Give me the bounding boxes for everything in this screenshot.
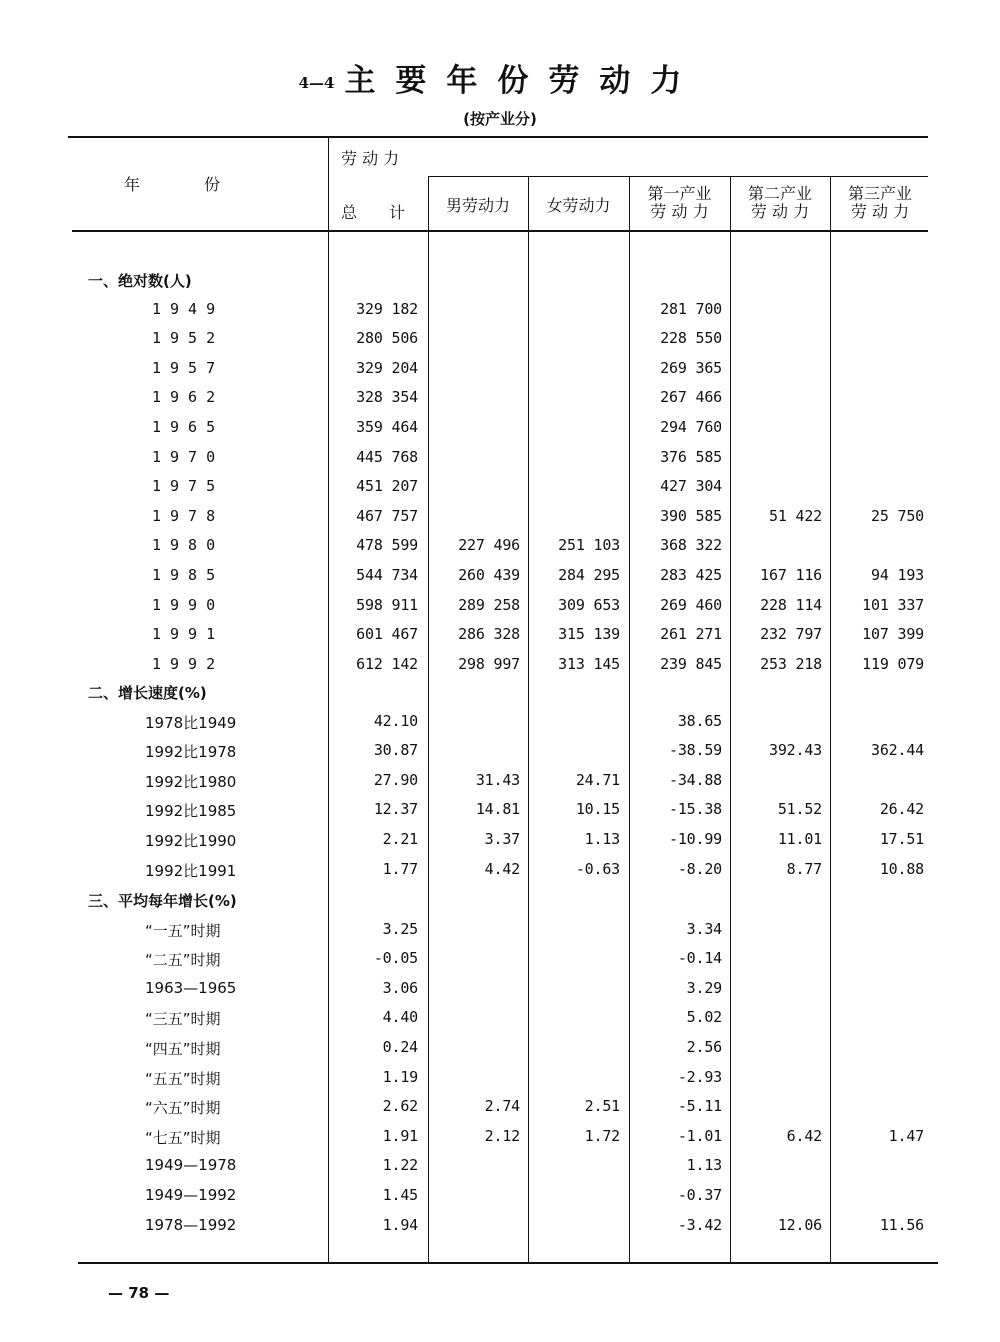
cell-tertiary: 26.42 xyxy=(879,800,924,819)
row-label: 1970 xyxy=(152,447,225,466)
secondary-header xyxy=(730,185,830,221)
cell-primary: 3.29 xyxy=(686,978,722,997)
row-label: 1957 xyxy=(152,358,225,377)
cell-primary: 390 585 xyxy=(660,506,722,525)
cell-total: 1.94 xyxy=(382,1215,418,1234)
column-divider xyxy=(528,176,529,1262)
cell-secondary: 11.01 xyxy=(777,830,822,848)
cell-total: 3.06 xyxy=(382,978,418,997)
cell-total: 1.91 xyxy=(382,1126,418,1145)
cell-male: 14.81 xyxy=(475,800,520,819)
cell-female: -0.63 xyxy=(575,859,620,878)
cell-male: 31.43 xyxy=(475,770,520,789)
section-title: 三、平均每年增长(%) xyxy=(88,892,237,910)
cell-tertiary: 25 750 xyxy=(871,506,924,525)
cell-male: 289 258 xyxy=(458,595,520,614)
cell-male: 2.74 xyxy=(484,1097,520,1116)
secondary-header-line1: 第二产业 xyxy=(747,184,812,203)
row-label: “七五”时期 xyxy=(145,1128,221,1147)
row-label: 1949—1992 xyxy=(145,1186,237,1204)
row-label: 1975 xyxy=(152,477,225,496)
row-label: “一五”时期 xyxy=(145,921,221,940)
table-subtitle: (按产业分) xyxy=(463,110,537,128)
cell-primary: 38.65 xyxy=(677,711,722,730)
row-label: “二五”时期 xyxy=(145,951,221,970)
cell-total: 12.37 xyxy=(373,800,418,819)
cell-male: 260 439 xyxy=(458,566,520,584)
labor-header: 劳 动 力 xyxy=(341,149,400,168)
cell-primary: 1.13 xyxy=(686,1156,722,1175)
cell-primary: -1.01 xyxy=(677,1126,722,1145)
cell-primary: 376 585 xyxy=(660,447,722,466)
cell-primary: 3.34 xyxy=(686,919,722,938)
cell-total: 329 182 xyxy=(356,299,418,318)
cell-total: 280 506 xyxy=(356,329,418,348)
cell-total: 27.90 xyxy=(373,770,418,789)
row-label: 1978 xyxy=(152,506,225,525)
cell-primary: 267 466 xyxy=(660,388,722,407)
section-title: 二、增长速度(%) xyxy=(88,684,207,702)
row-label: 1949 xyxy=(152,299,225,318)
column-divider xyxy=(730,176,731,1262)
row-label: “四五”时期 xyxy=(145,1040,221,1058)
cell-total: 0.24 xyxy=(382,1038,418,1056)
cell-secondary: 6.42 xyxy=(786,1126,822,1145)
cell-secondary: 392.43 xyxy=(769,741,822,760)
column-divider xyxy=(629,176,630,1262)
row-label: 1985 xyxy=(152,566,225,584)
bottom-rule xyxy=(78,1262,938,1264)
column-divider xyxy=(428,176,429,1262)
cell-total: 328 354 xyxy=(356,388,418,407)
header-bottom-rule xyxy=(72,230,928,232)
cell-tertiary: 119 079 xyxy=(862,654,924,673)
cell-primary: 5.02 xyxy=(686,1008,722,1027)
cell-female: 309 653 xyxy=(558,595,620,614)
row-label: 1992比1991 xyxy=(145,861,237,880)
cell-total: 598 911 xyxy=(356,595,418,614)
female-header: 女劳动力 xyxy=(546,196,611,215)
cell-total: 4.40 xyxy=(382,1008,418,1027)
cell-total: 1.22 xyxy=(382,1156,418,1175)
row-label: 1949—1978 xyxy=(145,1156,237,1175)
row-label: 1965 xyxy=(152,418,225,436)
table-number: 4—4 xyxy=(298,73,335,92)
male-header: 男劳动力 xyxy=(445,196,510,215)
year-header: 年 份 xyxy=(124,175,221,194)
cell-primary: 283 425 xyxy=(660,566,722,584)
row-label: 1952 xyxy=(152,329,225,348)
row-label: 1962 xyxy=(152,388,225,407)
cell-total: 544 734 xyxy=(356,566,418,584)
cell-primary: -15.38 xyxy=(669,800,722,819)
row-label: 1963—1965 xyxy=(145,978,237,997)
cell-primary: -8.20 xyxy=(677,859,722,878)
row-label: 1991 xyxy=(152,625,225,644)
cell-tertiary: 11.56 xyxy=(879,1215,924,1234)
row-label: “三五”时期 xyxy=(145,1010,221,1029)
cell-total: 1.77 xyxy=(382,859,418,878)
cell-male: 4.42 xyxy=(484,859,520,878)
cell-female: 10.15 xyxy=(575,800,620,819)
cell-total: 30.87 xyxy=(373,741,418,760)
cell-total: 467 757 xyxy=(356,506,418,525)
cell-total: 359 464 xyxy=(356,418,418,436)
cell-total: 2.21 xyxy=(382,830,418,848)
cell-primary: 269 365 xyxy=(660,358,722,377)
row-label: 1980 xyxy=(152,536,225,555)
row-label: 1992比1985 xyxy=(145,802,237,821)
cell-female: 1.13 xyxy=(584,830,620,848)
row-label: 1990 xyxy=(152,595,225,614)
cell-primary: -5.11 xyxy=(677,1097,722,1116)
cell-female: 24.71 xyxy=(575,770,620,789)
cell-female: 284 295 xyxy=(558,566,620,584)
cell-primary: -34.88 xyxy=(669,770,722,789)
total-header: 总 计 xyxy=(341,203,406,222)
column-divider xyxy=(328,138,329,1262)
cell-total: 1.19 xyxy=(382,1067,418,1086)
cell-female: 313 145 xyxy=(558,654,620,673)
cell-primary: 2.56 xyxy=(686,1038,722,1056)
cell-secondary: 228 114 xyxy=(760,595,822,614)
page-number: — 78 — xyxy=(108,1284,170,1302)
cell-total: 1.45 xyxy=(382,1186,418,1204)
row-label: 1992比1978 xyxy=(145,743,237,762)
cell-total: 612 142 xyxy=(356,654,418,673)
cell-primary: 427 304 xyxy=(660,477,722,496)
primary-header-line1: 第一产业 xyxy=(647,184,712,203)
tertiary-header-line1: 第三产业 xyxy=(847,184,912,203)
row-label: 1992比1990 xyxy=(145,832,237,850)
cell-primary: -0.37 xyxy=(677,1186,722,1204)
cell-secondary: 167 116 xyxy=(760,566,822,584)
table-title: 主要年份劳动力 xyxy=(344,63,702,99)
cell-secondary: 51.52 xyxy=(777,800,822,819)
cell-female: 1.72 xyxy=(584,1126,620,1145)
cell-female: 2.51 xyxy=(584,1097,620,1116)
cell-primary: 294 760 xyxy=(660,418,722,436)
section-title: 一、绝对数(人) xyxy=(88,272,192,290)
primary-header xyxy=(629,185,730,221)
row-label: 1978—1992 xyxy=(145,1215,237,1234)
cell-primary: 261 271 xyxy=(660,625,722,644)
header-subrule xyxy=(428,176,928,177)
cell-total: 601 467 xyxy=(356,625,418,644)
cell-male: 3.37 xyxy=(484,830,520,848)
cell-primary: -3.42 xyxy=(677,1215,722,1234)
column-divider xyxy=(830,176,831,1262)
cell-total: 445 768 xyxy=(356,447,418,466)
cell-total: 478 599 xyxy=(356,536,418,555)
cell-tertiary: 107 399 xyxy=(862,625,924,644)
cell-female: 315 139 xyxy=(558,625,620,644)
cell-total: 451 207 xyxy=(356,477,418,496)
cell-tertiary: 94 193 xyxy=(871,566,924,584)
cell-secondary: 253 218 xyxy=(760,654,822,673)
cell-primary: 269 460 xyxy=(660,595,722,614)
cell-primary: -2.93 xyxy=(677,1067,722,1086)
cell-secondary: 51 422 xyxy=(769,506,822,525)
cell-primary: 368 322 xyxy=(660,536,722,555)
cell-male: 298 997 xyxy=(458,654,520,673)
cell-secondary: 8.77 xyxy=(786,859,822,878)
top-rule xyxy=(68,136,928,138)
row-label: 1978比1949 xyxy=(145,713,237,732)
cell-primary: -38.59 xyxy=(669,741,722,760)
cell-primary: 228 550 xyxy=(660,329,722,348)
cell-male: 2.12 xyxy=(484,1126,520,1145)
secondary-header-line2: 劳 动 力 xyxy=(750,202,810,221)
tertiary-header-line2: 劳 动 力 xyxy=(850,202,910,221)
cell-primary: 281 700 xyxy=(660,299,722,318)
cell-tertiary: 17.51 xyxy=(879,830,924,848)
cell-male: 227 496 xyxy=(458,536,520,555)
row-label: “五五”时期 xyxy=(145,1069,221,1088)
cell-total: 42.10 xyxy=(373,711,418,730)
row-label: “六五”时期 xyxy=(145,1099,221,1118)
cell-tertiary: 1.47 xyxy=(888,1126,924,1145)
tertiary-header xyxy=(830,185,930,221)
row-label: 1992比1980 xyxy=(145,772,237,791)
cell-primary: -10.99 xyxy=(669,830,722,848)
cell-total: 3.25 xyxy=(382,919,418,938)
primary-header-line2: 劳 动 力 xyxy=(650,202,709,221)
cell-male: 286 328 xyxy=(458,625,520,644)
cell-tertiary: 362.44 xyxy=(871,741,924,760)
cell-female: 251 103 xyxy=(558,536,620,555)
cell-total: -0.05 xyxy=(373,949,418,968)
cell-total: 2.62 xyxy=(382,1097,418,1116)
cell-tertiary: 101 337 xyxy=(862,595,924,614)
cell-primary: -0.14 xyxy=(677,949,722,968)
row-label: 1992 xyxy=(152,654,225,673)
cell-secondary: 12.06 xyxy=(777,1215,822,1234)
cell-primary: 239 845 xyxy=(660,654,722,673)
cell-tertiary: 10.88 xyxy=(879,859,924,878)
page-title xyxy=(0,55,1000,100)
cell-total: 329 204 xyxy=(356,358,418,377)
cell-secondary: 232 797 xyxy=(760,625,822,644)
